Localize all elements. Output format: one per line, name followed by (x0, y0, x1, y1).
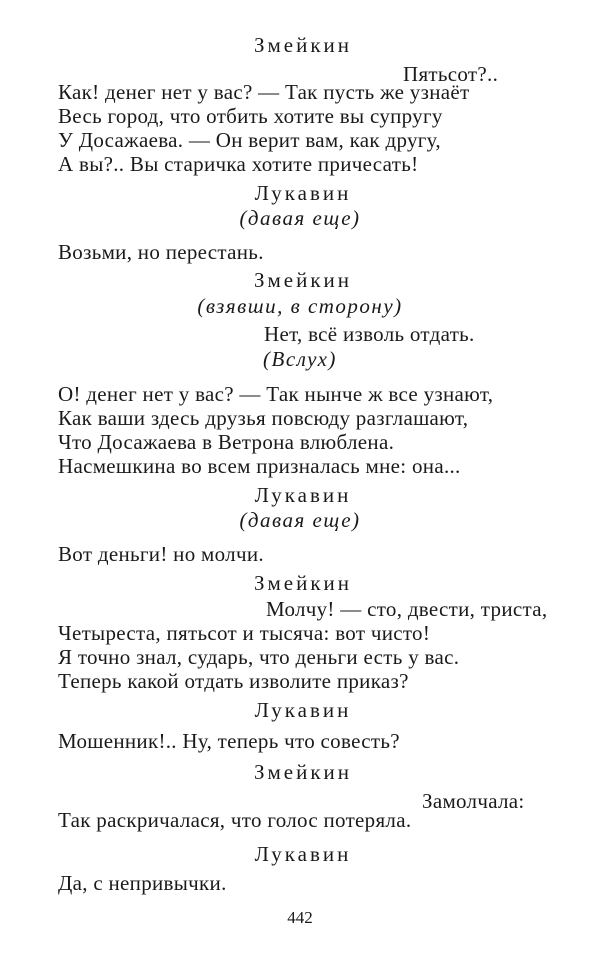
verse-line: Так раскричалася, что голос потеряла. (58, 808, 412, 832)
verse-line: Насмешкина во всем призналась мне: она... (58, 454, 461, 478)
verse-continuation: Замолчала: (422, 789, 525, 813)
verse-line: Как! денег нет у вас? — Так пусть же узнаёт (58, 80, 470, 104)
stage-direction: (взявши, в сторону) (197, 294, 403, 318)
verse-line: А вы?.. Вы старичка хотите причесать! (58, 152, 419, 176)
verse-line: Что Досажаева в Ветрона влюблена. (58, 430, 395, 454)
verse-line: Теперь какой отдать изволите приказ? (58, 669, 409, 693)
page-number: 442 (287, 908, 313, 927)
speaker-name: Лукавин (254, 698, 352, 722)
verse-line: Да, с непривычки. (58, 871, 227, 895)
stage-direction: (Вслух) (263, 347, 337, 371)
verse-line: Весь город, что отбить хотите вы супругу (58, 104, 443, 128)
verse-line: Мошенник!.. Ну, теперь что совесть? (58, 729, 400, 753)
verse-continuation: Нет, всё изволь отдать. (264, 322, 475, 346)
stage-direction: (давая еще) (239, 206, 361, 230)
speaker-name: Змейкин (253, 760, 353, 784)
verse-line: О! денег нет у вас? — Так нынче ж все узнают, (58, 382, 494, 406)
verse-line: Я точно знал, сударь, что деньги есть у вас. (58, 645, 460, 669)
verse-continuation: Пятьсот?.. (403, 62, 499, 86)
speaker-name: Змейкин (253, 33, 353, 57)
speaker-name: Змейкин (253, 268, 353, 292)
speaker-name: Лукавин (254, 842, 352, 866)
stage-direction: (давая еще) (239, 508, 361, 532)
verse-line: Вот деньги! но молчи. (58, 542, 264, 566)
verse-line: Четыреста, пятьсот и тысяча: вот чисто! (58, 621, 431, 645)
verse-line: У Досажаева. — Он верит вам, как другу, (58, 128, 441, 152)
speaker-name: Лукавин (254, 181, 352, 205)
verse-continuation: Молчу! — сто, двести, триста, (266, 597, 548, 621)
speaker-name: Лукавин (254, 483, 352, 507)
verse-line: Как ваши здесь друзья повсюду разглашают, (58, 406, 469, 430)
verse-line: Возьми, но перестань. (58, 240, 264, 264)
speaker-name: Змейкин (253, 571, 353, 595)
